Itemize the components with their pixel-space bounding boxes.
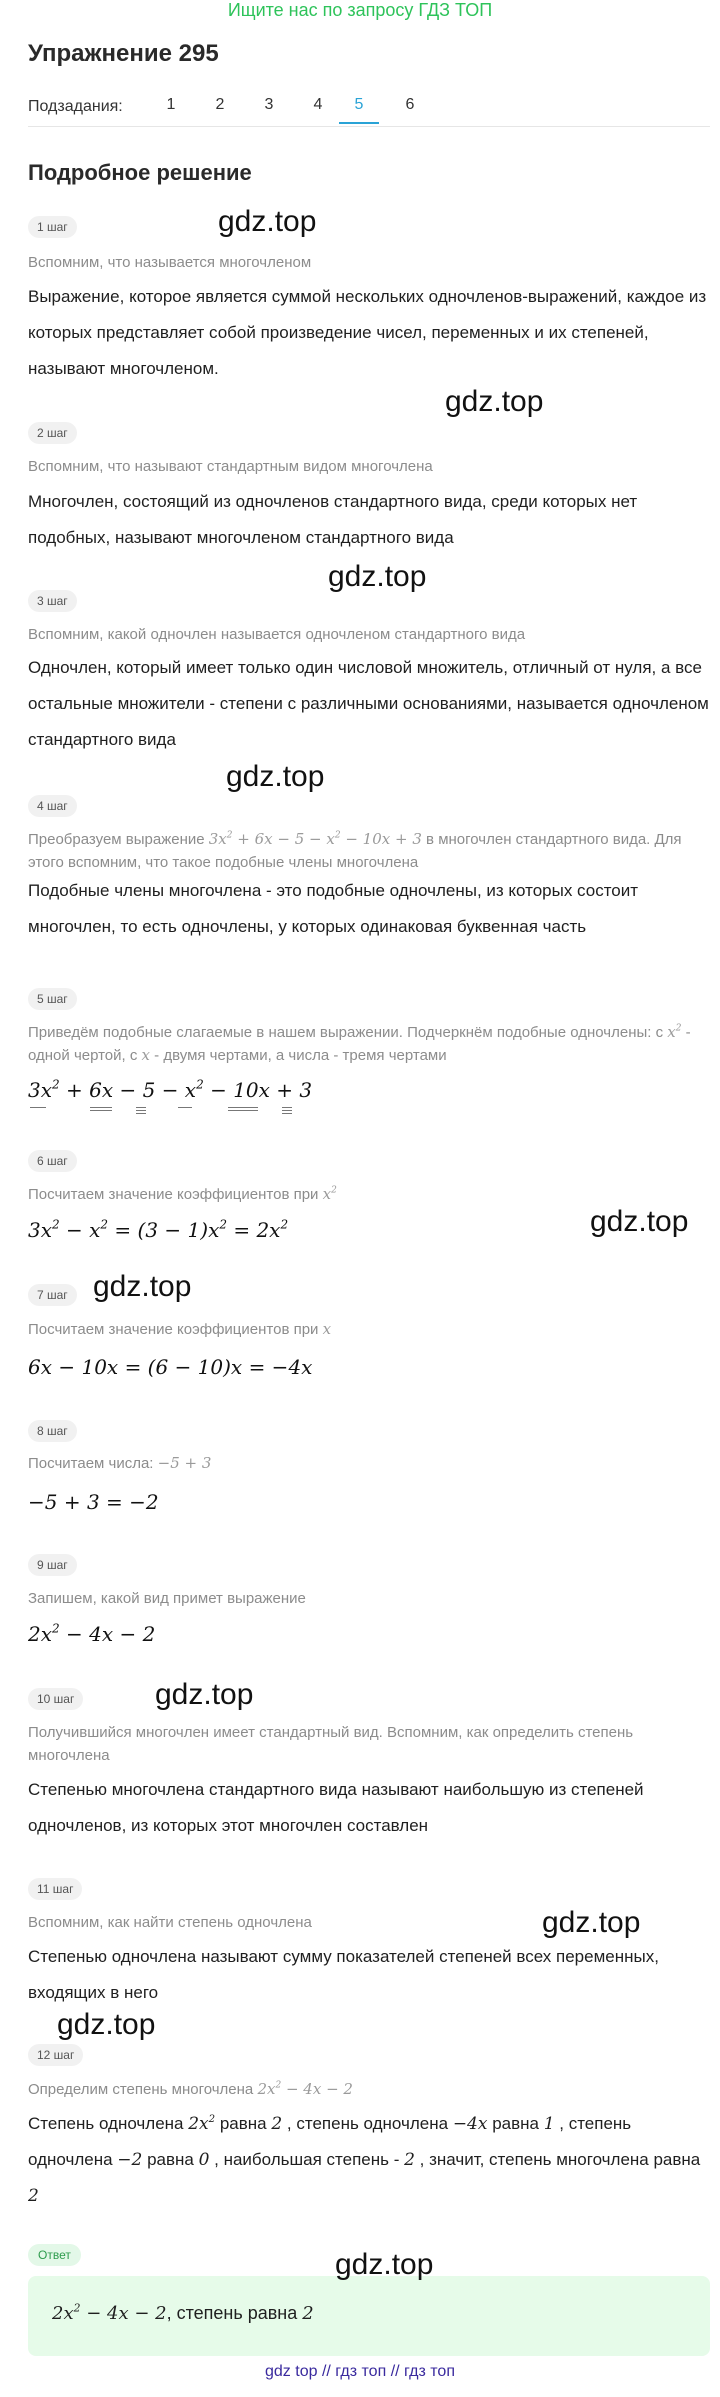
underline-mark <box>178 1107 192 1108</box>
step-text: Степенью многочлена стандартного вида называют наибольшую из степеней одночленов, из которых этот многочлен составлен <box>28 1780 644 1835</box>
underline-mark <box>228 1107 258 1108</box>
underline-mark <box>228 1110 258 1111</box>
step-equation: $2x^2 - 4x - 2$ <box>28 1621 156 1646</box>
subtask-tab-2[interactable]: 2 <box>215 96 225 113</box>
step-badge: 7 шаг <box>28 1284 77 1306</box>
step-hint: Вспомним, какой одночлен называется одночленом стандартного вида <box>28 626 526 643</box>
active-tab-indicator <box>339 122 379 124</box>
answer-text: $2x^2 - 4x - 2$, степень равна 2 <box>52 2301 314 2324</box>
underline-mark <box>136 1107 146 1108</box>
step-hint: Преобразуем выражение $3x^2 + 6x - 5 - x^2 - 10x + 3$ в многочлен стандартного вида. Для этого вспомним, что такое подобные члены многочлена <box>28 830 682 871</box>
watermark: gdz.top <box>542 1906 641 1939</box>
watermark: gdz.top <box>155 1678 254 1711</box>
step-hint: Запишем, какой вид примет выражение <box>28 1590 306 1607</box>
subtask-tab-4[interactable]: 4 <box>313 96 323 113</box>
watermark: gdz.top <box>335 2248 434 2281</box>
step-text: Одночлен, который имеет только один числовой множитель, отличный от нуля, а все остальные множители - степени с различными основаниями, называется одночленом стандартного вида <box>28 658 709 749</box>
step-badge: 2 шаг <box>28 422 77 444</box>
promo-banner: Ищите нас по запросу ГДЗ ТОП <box>227 0 493 20</box>
watermark: gdz.top <box>445 385 544 418</box>
answer-badge: Ответ <box>28 2244 81 2266</box>
step-equation: $3x^2 + 6x - 5 - x^2 - 10x + 3$ <box>28 1077 313 1102</box>
step-hint: Вспомним, что называется многочленом <box>28 254 312 271</box>
step-equation: $3x^2 - x^2 = (3 - 1)x^2 = 2x^2$ <box>28 1217 289 1242</box>
step-text: Степень одночлена $2x^2$ равна 2 , степень одночлена −4x равна 1 , степень одночлена −2 равна 0 , наибольшая степень - 2 , значит, степень многочлена равна 2 <box>28 2113 701 2206</box>
step-hint: Вспомним, как найти степень одночлена <box>28 1914 312 1931</box>
subtask-tab-1[interactable]: 1 <box>166 96 176 113</box>
footer-link[interactable]: гдз топ <box>335 2363 387 2380</box>
step-badge: 5 шаг <box>28 988 77 1010</box>
subtask-tab-3[interactable]: 3 <box>264 96 274 113</box>
step-hint: Приведём подобные слагаемые в нашем выражении. Подчеркнём подобные одночлены: с $x^2$ - одной чертой, с x - двумя чертами, а числа - тремя чертами <box>28 1023 691 1064</box>
footer-separator: // <box>390 2363 400 2380</box>
step-hint: Посчитаем значение коэффициентов при $x^2$ <box>28 1185 337 1203</box>
underline-mark <box>282 1107 292 1108</box>
step-hint: Посчитаем значение коэффициентов при x <box>28 1320 332 1338</box>
divider <box>28 126 710 127</box>
watermark: gdz.top <box>57 2008 156 2041</box>
step-badge: 3 шаг <box>28 590 77 612</box>
step-badge: 6 шаг <box>28 1150 77 1172</box>
footer-links <box>0 2363 720 2381</box>
subtask-tab-6[interactable]: 6 <box>405 96 415 113</box>
step-hint: Определим степень многочлена $2x^2 - 4x - 2$ <box>28 2080 353 2098</box>
footer-link[interactable]: гдз топ <box>404 2363 455 2380</box>
step-equation: −5 + 3 = −2 <box>28 1490 159 1514</box>
watermark: gdz.top <box>590 1205 689 1238</box>
watermark: gdz.top <box>218 205 317 238</box>
watermark: gdz.top <box>226 760 325 793</box>
step-badge: 1 шаг <box>28 216 77 238</box>
watermark: gdz.top <box>93 1270 192 1303</box>
watermark: gdz.top <box>328 560 427 593</box>
step-badge: 11 шаг <box>28 1878 82 1900</box>
step-equation: 6x − 10x = (6 − 10)x = −4x <box>28 1355 313 1379</box>
step-hint: Вспомним, что называют стандартным видом многочлена <box>28 458 433 475</box>
step-hint: Получившийся многочлен имеет стандартный вид. Вспомним, как определить степень многочлена <box>28 1724 634 1764</box>
step-badge: 8 шаг <box>28 1420 77 1442</box>
step-badge: 9 шаг <box>28 1554 77 1576</box>
step-badge: 10 шаг <box>28 1688 83 1710</box>
underline-mark <box>136 1113 146 1114</box>
underline-mark <box>90 1107 112 1108</box>
step-text: Многочлен, состоящий из одночленов стандартного вида, среди которых нет подобных, называют многочленом стандартного вида <box>28 492 638 547</box>
subtasks-label: Подзадания: <box>28 98 123 115</box>
underline-mark <box>136 1110 146 1111</box>
subtask-tab-5[interactable]: 5 <box>354 96 364 113</box>
footer-link[interactable]: gdz top <box>265 2363 318 2380</box>
step-badge: 4 шаг <box>28 795 77 817</box>
page-title: Упражнение 295 <box>28 40 219 67</box>
underline-mark <box>30 1107 46 1108</box>
step-hint: Посчитаем числа: −5 + 3 <box>28 1454 212 1472</box>
underline-mark <box>282 1113 292 1114</box>
step-text: Подобные члены многочлена - это подобные одночлены, из которых состоит многочлен, то есть одночлены, у которых одинаковая буквенная часть <box>28 881 639 936</box>
section-title: Подробное решение <box>28 160 252 185</box>
step-text: Степенью одночлена называют сумму показателей степеней всех переменных, входящих в него <box>28 1947 659 2002</box>
footer-separator: // <box>321 2363 331 2380</box>
step-text: Выражение, которое является суммой нескольких одночленов-выражений, каждое из которых представляет собой произведение чисел, переменных и их степеней, называют многочленом. <box>28 287 707 378</box>
underline-mark <box>90 1110 112 1111</box>
underline-mark <box>282 1110 292 1111</box>
step-badge: 12 шаг <box>28 2044 83 2066</box>
